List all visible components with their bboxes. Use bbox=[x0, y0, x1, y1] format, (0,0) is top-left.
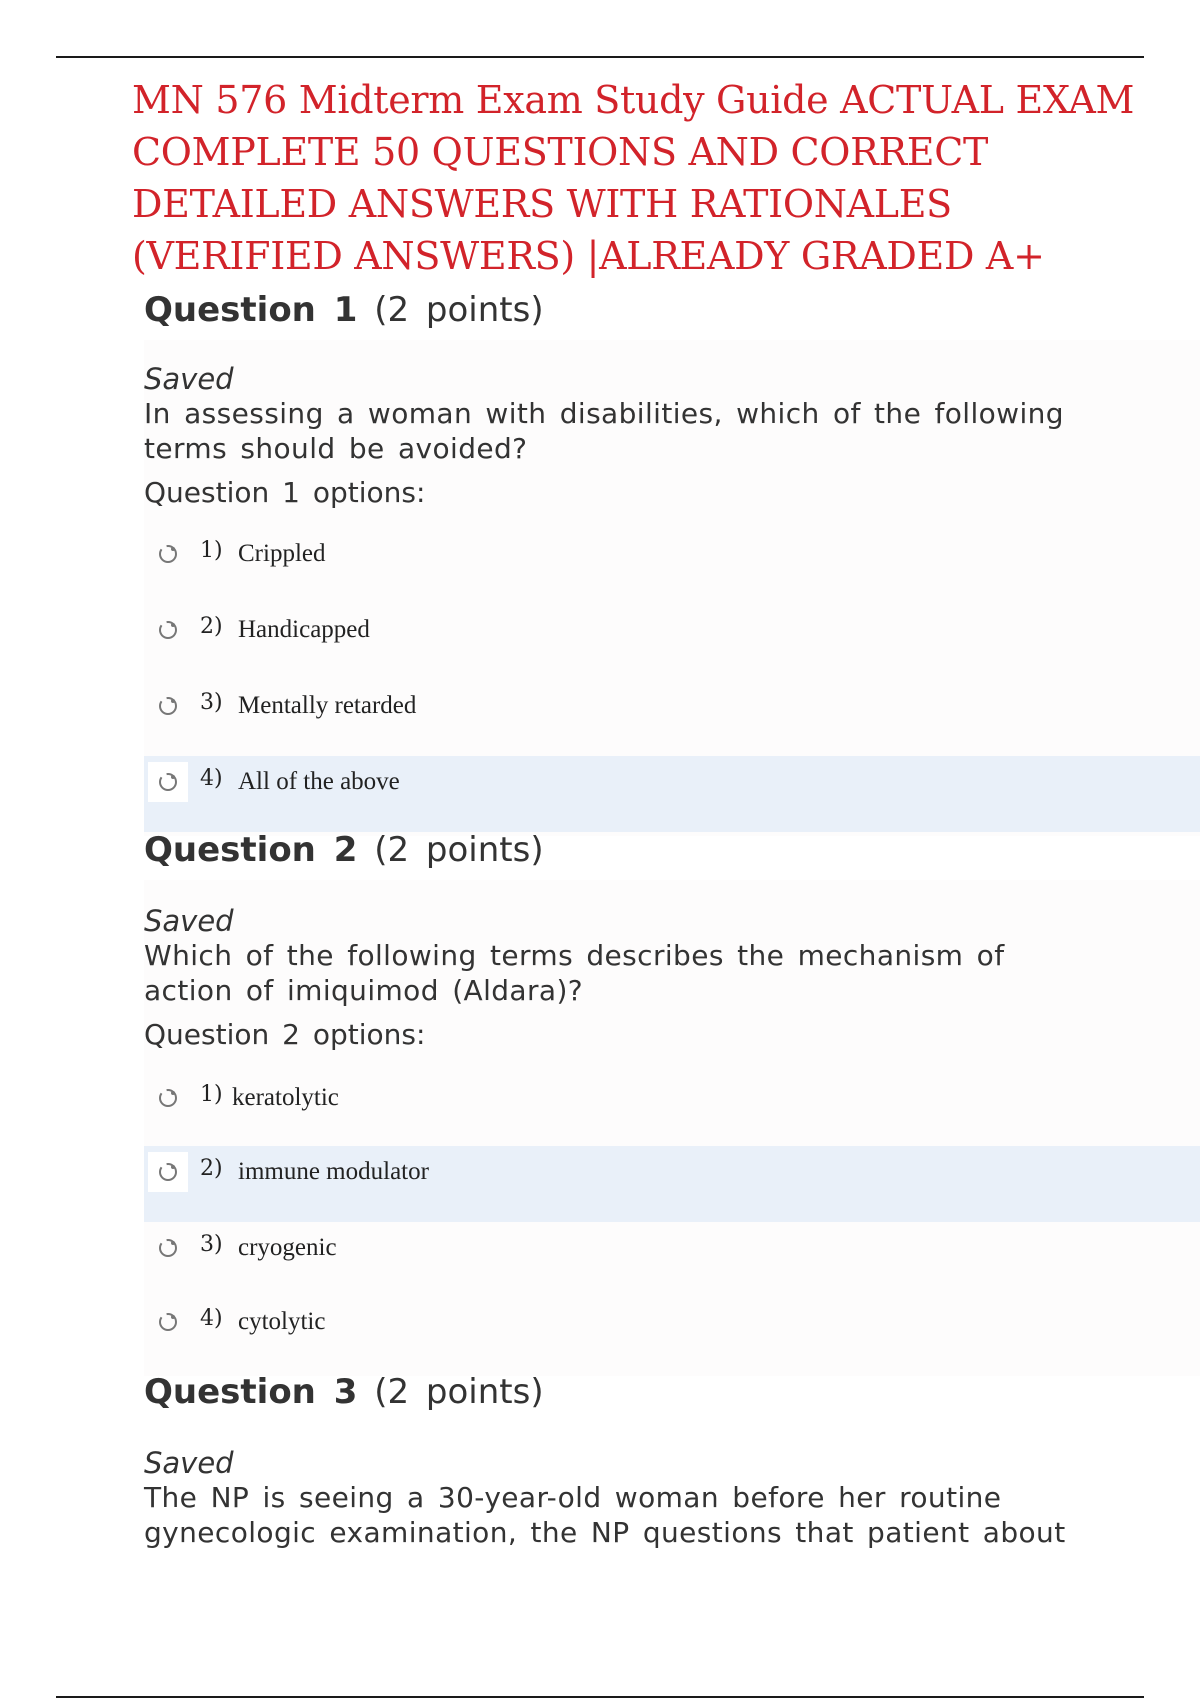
question-heading bbox=[144, 1370, 1200, 1414]
option-text: immune modulator bbox=[238, 1158, 429, 1185]
saved-status: Saved bbox=[144, 1446, 234, 1480]
question-3 bbox=[144, 1370, 1200, 1670]
question-text: In assessing a woman with disabilities, which of the following terms should be avoided? bbox=[144, 397, 1064, 465]
question-1 bbox=[144, 288, 1200, 836]
options-label: Question 1 options: bbox=[144, 476, 426, 509]
option-number: 2) bbox=[200, 614, 223, 639]
option-text: Handicapped bbox=[238, 616, 370, 643]
radio-button-icon[interactable] bbox=[148, 1152, 188, 1192]
radio-button-icon[interactable] bbox=[148, 610, 188, 650]
option-number: 4) bbox=[200, 766, 223, 791]
question-label: Question 2 bbox=[144, 830, 358, 870]
radio-button-icon[interactable] bbox=[148, 686, 188, 726]
radio-button-icon[interactable] bbox=[148, 1302, 188, 1342]
option-number: 3) bbox=[200, 1232, 223, 1257]
document-title: MN 576 Midterm Exam Study Guide ACTUAL EXAM COMPLETE 50 QUESTIONS AND CORRECT DETAILED ANSWERS WITH RATIONALES (VERIFIED ANSWERS) |ALREADY GRADED A+ bbox=[132, 78, 1135, 278]
question-points: (2 points) bbox=[374, 290, 544, 330]
question-2 bbox=[144, 828, 1200, 1376]
question-text: Which of the following terms describes the mechanism of action of imiquimod (Aldara)? bbox=[144, 939, 1005, 1007]
option-text: keratolytic bbox=[232, 1084, 339, 1111]
question-label: Question 1 bbox=[144, 290, 358, 330]
option-text: cytolytic bbox=[238, 1308, 326, 1335]
option-text: Crippled bbox=[238, 540, 326, 567]
question-points: (2 points) bbox=[374, 830, 544, 870]
saved-status: Saved bbox=[144, 362, 234, 396]
question-heading bbox=[144, 288, 1200, 332]
option-text: Mentally retarded bbox=[238, 692, 417, 719]
saved-status: Saved bbox=[144, 904, 234, 938]
options-label: Question 2 options: bbox=[144, 1018, 426, 1051]
option-number: 1) bbox=[200, 538, 223, 563]
option-3[interactable] bbox=[144, 680, 1200, 756]
top-rule bbox=[56, 56, 1144, 58]
radio-button-icon[interactable] bbox=[148, 1228, 188, 1268]
option-1[interactable] bbox=[144, 1072, 1200, 1148]
option-2[interactable] bbox=[144, 604, 1200, 680]
option-number: 2) bbox=[200, 1156, 223, 1181]
option-text: All of the above bbox=[238, 768, 400, 795]
option-3[interactable] bbox=[144, 1222, 1200, 1298]
option-4[interactable] bbox=[144, 1296, 1200, 1372]
question-label: Question 3 bbox=[144, 1372, 358, 1412]
question-text: The NP is seeing a 30-year-old woman before her routine gynecologic examination, the NP questions that patient about bbox=[144, 1481, 1066, 1549]
option-text: cryogenic bbox=[238, 1234, 337, 1261]
question-points: (2 points) bbox=[374, 1372, 544, 1412]
option-number: 3) bbox=[200, 690, 223, 715]
question-heading bbox=[144, 828, 1200, 872]
option-2[interactable] bbox=[144, 1146, 1200, 1222]
radio-button-icon[interactable] bbox=[148, 534, 188, 574]
option-1[interactable] bbox=[144, 528, 1200, 604]
option-number: 1) bbox=[200, 1082, 223, 1107]
option-4[interactable] bbox=[144, 756, 1200, 832]
bottom-rule bbox=[56, 1696, 1144, 1698]
radio-button-icon[interactable] bbox=[148, 1078, 188, 1118]
radio-button-icon[interactable] bbox=[148, 762, 188, 802]
option-number: 4) bbox=[200, 1306, 223, 1331]
